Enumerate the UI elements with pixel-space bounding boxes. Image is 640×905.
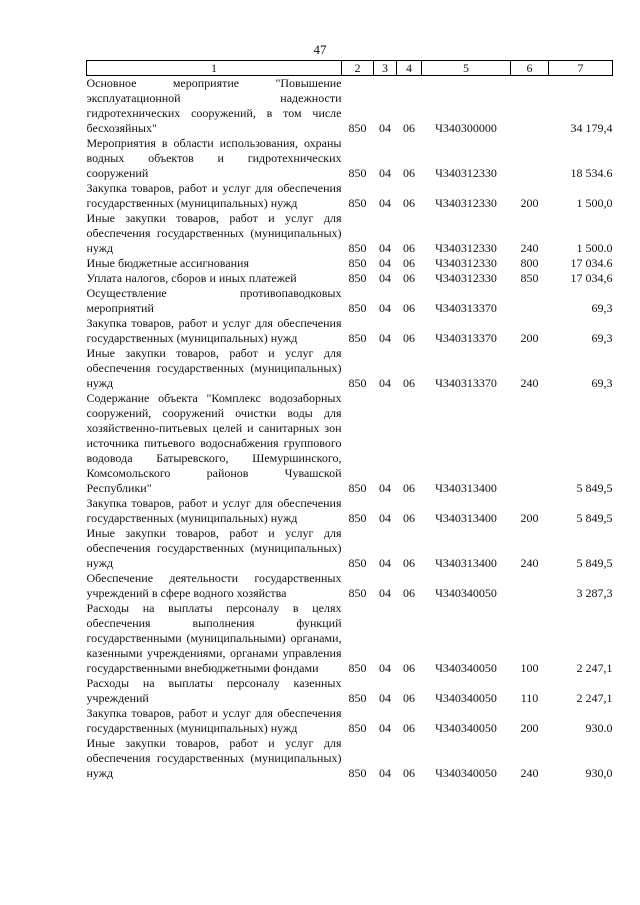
ministry-code: 850	[348, 241, 367, 255]
ministry-code: 850	[348, 556, 367, 570]
section-code: 04	[379, 691, 391, 705]
expense-type-code	[511, 136, 549, 181]
section-code: 04	[379, 766, 391, 780]
section-code: 04	[379, 586, 391, 600]
table-row	[87, 181, 613, 211]
column-header: 7	[549, 61, 613, 76]
amount: 930.0	[585, 721, 613, 735]
expense-type-code: 240	[520, 241, 539, 255]
table-row	[87, 316, 613, 346]
budget-table	[86, 60, 613, 781]
ministry-code: 850	[348, 376, 367, 390]
ministry-code: 850	[348, 661, 367, 675]
column-header: 1	[87, 61, 342, 76]
column-header: 3	[374, 61, 397, 76]
row-description: Закупка товаров, работ и услуг для обеспечения государственных (муниципальных) нужд	[86, 496, 342, 525]
section-code: 04	[379, 301, 391, 315]
table-row	[87, 256, 613, 271]
row-description: Осуществление противопаводковых мероприятий	[86, 286, 342, 315]
ministry-code: 850	[348, 166, 367, 180]
row-description: Уплата налогов, сборов и иных платежей	[86, 271, 297, 285]
table-row	[87, 286, 613, 316]
amount: 3 287,3	[576, 586, 613, 600]
target-article-code: Ч340312330	[435, 256, 497, 270]
expense-type-code: 200	[520, 331, 539, 345]
table-row	[87, 136, 613, 181]
subsection-code: 06	[403, 271, 415, 285]
column-header: 4	[397, 61, 422, 76]
amount: 17 034,6	[570, 271, 613, 285]
target-article-code: Ч340313400	[435, 511, 497, 525]
target-article-code: Ч340312330	[435, 196, 497, 210]
subsection-code: 06	[403, 121, 415, 135]
row-description: Закупка товаров, работ и услуг для обеспечения государственных (муниципальных) нужд	[86, 706, 342, 735]
amount: 69,3	[591, 301, 613, 315]
table-row	[87, 391, 613, 496]
section-code: 04	[379, 556, 391, 570]
section-code: 04	[379, 661, 391, 675]
row-description: Иные бюджетные ассигнования	[86, 256, 249, 270]
subsection-code: 06	[403, 661, 415, 675]
ministry-code: 850	[348, 481, 367, 495]
amount: 930,0	[585, 766, 613, 780]
row-description: Закупка товаров, работ и услуг для обеспечения государственных (муниципальных) нужд	[86, 316, 342, 345]
table-row	[87, 496, 613, 526]
column-header: 5	[422, 61, 511, 76]
target-article-code: Ч340340050	[435, 661, 497, 675]
target-article-code: Ч340312330	[435, 271, 497, 285]
subsection-code: 06	[403, 766, 415, 780]
ministry-code: 850	[348, 331, 367, 345]
section-code: 04	[379, 481, 391, 495]
table-row	[87, 76, 613, 137]
target-article-code: Ч340312330	[435, 241, 497, 255]
amount: 17 034.6	[570, 256, 613, 270]
expense-type-code: 850	[520, 271, 539, 285]
section-code: 04	[379, 511, 391, 525]
table-row	[87, 706, 613, 736]
ministry-code: 850	[348, 586, 367, 600]
table-header-row	[87, 61, 613, 76]
expense-type-code	[511, 76, 549, 137]
ministry-code: 850	[348, 271, 367, 285]
subsection-code: 06	[403, 691, 415, 705]
amount: 5 849,5	[576, 481, 613, 495]
section-code: 04	[379, 196, 391, 210]
target-article-code: Ч340313400	[435, 481, 497, 495]
row-description: Иные закупки товаров, работ и услуг для обеспечения государственных (муниципальных) нужд	[86, 736, 342, 780]
section-code: 04	[379, 121, 391, 135]
subsection-code: 06	[403, 511, 415, 525]
table-row	[87, 571, 613, 601]
table-row	[87, 346, 613, 391]
subsection-code: 06	[403, 301, 415, 315]
column-header: 2	[342, 61, 374, 76]
ministry-code: 850	[348, 721, 367, 735]
ministry-code: 850	[348, 511, 367, 525]
subsection-code: 06	[403, 256, 415, 270]
amount: 5 849,5	[576, 556, 613, 570]
expense-type-code: 200	[520, 721, 539, 735]
row-description: Обеспечение деятельности государственных учреждений в сфере водного хозяйства	[86, 571, 342, 600]
expense-type-code: 800	[520, 256, 539, 270]
column-header: 6	[511, 61, 549, 76]
amount: 5 849,5	[576, 511, 613, 525]
ministry-code: 850	[348, 766, 367, 780]
target-article-code: Ч340313400	[435, 556, 497, 570]
amount: 69,3	[591, 376, 613, 390]
target-article-code: Ч340312330	[435, 166, 497, 180]
subsection-code: 06	[403, 196, 415, 210]
expense-type-code: 240	[520, 376, 539, 390]
section-code: 04	[379, 331, 391, 345]
table-row	[87, 601, 613, 676]
row-description: Содержание объекта "Комплекс водозаборных сооружений, сооружений очистки воды для хозяйственно-питьевых целей и санитарных зон источника питьевого водоснабжения группового водовода Батыревского, Шемуршинского, Комсомольского районов Чувашской Республики"	[86, 391, 342, 495]
amount: 69,3	[591, 331, 613, 345]
target-article-code: Ч340340050	[435, 586, 497, 600]
target-article-code: Ч340340050	[435, 691, 497, 705]
expense-type-code: 100	[520, 661, 539, 675]
amount: 1 500,0	[576, 196, 613, 210]
subsection-code: 06	[403, 721, 415, 735]
amount: 34 179,4	[570, 121, 613, 135]
amount: 2 247,1	[576, 691, 613, 705]
target-article-code: Ч340340050	[435, 721, 497, 735]
subsection-code: 06	[403, 481, 415, 495]
row-description: Иные закупки товаров, работ и услуг для обеспечения государственных (муниципальных) нужд	[86, 526, 342, 570]
expense-type-code	[511, 286, 549, 316]
amount: 1 500.0	[576, 241, 613, 255]
expense-type-code: 110	[520, 691, 539, 705]
table-body	[87, 76, 613, 782]
section-code: 04	[379, 166, 391, 180]
section-code: 04	[379, 271, 391, 285]
target-article-code: Ч340313370	[435, 301, 497, 315]
table-row	[87, 526, 613, 571]
page-number: 47	[313, 42, 327, 57]
expense-type-code	[511, 391, 549, 496]
row-description: Мероприятия в области использования, охраны водных объектов и гидротехнических сооружений	[86, 136, 342, 180]
ministry-code: 850	[348, 121, 367, 135]
expense-type-code: 200	[520, 511, 539, 525]
row-description: Основное мероприятие "Повышение эксплуатационной надежности гидротехнических сооружений, в том числе бесхозяйных"	[86, 76, 342, 135]
section-code: 04	[379, 241, 391, 255]
section-code: 04	[379, 376, 391, 390]
row-description: Закупка товаров, работ и услуг для обеспечения государственных (муниципальных) нужд	[86, 181, 342, 210]
target-article-code: Ч340313370	[435, 376, 497, 390]
table-row	[87, 211, 613, 256]
ministry-code: 850	[348, 691, 367, 705]
subsection-code: 06	[403, 556, 415, 570]
expense-type-code: 200	[520, 196, 539, 210]
row-description: Иные закупки товаров, работ и услуг для обеспечения государственных (муниципальных) нужд	[86, 346, 342, 390]
subsection-code: 06	[403, 166, 415, 180]
expense-type-code: 240	[520, 556, 539, 570]
table-row	[87, 736, 613, 781]
target-article-code: Ч340340050	[435, 766, 497, 780]
expense-type-code	[511, 571, 549, 601]
section-code: 04	[379, 721, 391, 735]
row-description: Расходы на выплаты персоналу казенных учреждений	[86, 676, 342, 705]
table-row	[87, 271, 613, 286]
target-article-code: Ч340300000	[435, 121, 497, 135]
amount: 18 534.6	[570, 166, 613, 180]
subsection-code: 06	[403, 331, 415, 345]
table-row	[87, 676, 613, 706]
subsection-code: 06	[403, 241, 415, 255]
ministry-code: 850	[348, 301, 367, 315]
ministry-code: 850	[348, 196, 367, 210]
amount: 2 247,1	[576, 661, 613, 675]
subsection-code: 06	[403, 586, 415, 600]
row-description: Расходы на выплаты персоналу в целях обеспечения выполнения функций государственными (муниципальными) органами, казенными учреждениями, органами управления государственными внебюджетными фондами	[86, 601, 342, 675]
ministry-code: 850	[348, 256, 367, 270]
subsection-code: 06	[403, 376, 415, 390]
target-article-code: Ч340313370	[435, 331, 497, 345]
row-description: Иные закупки товаров, работ и услуг для обеспечения государственных (муниципальных) нужд	[86, 211, 342, 255]
section-code: 04	[379, 256, 391, 270]
expense-type-code: 240	[520, 766, 539, 780]
